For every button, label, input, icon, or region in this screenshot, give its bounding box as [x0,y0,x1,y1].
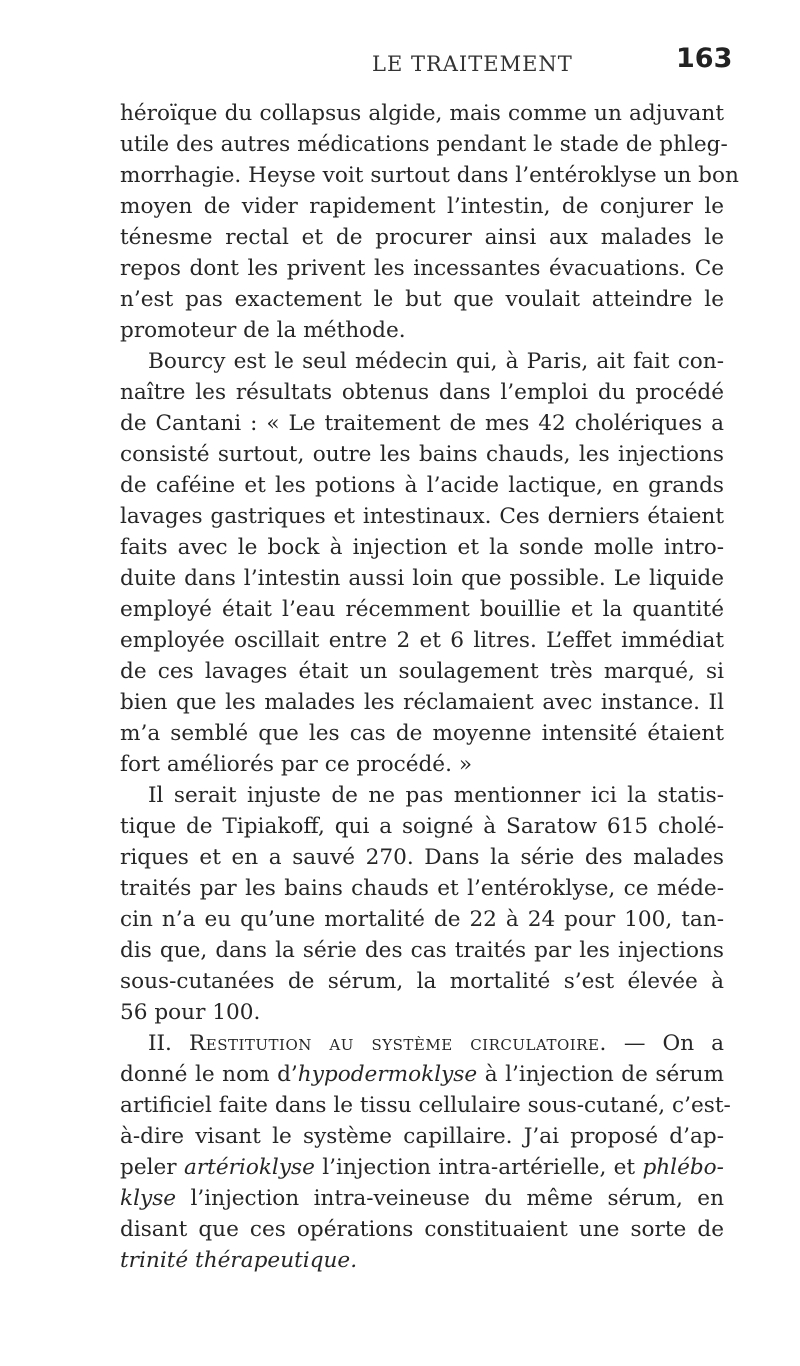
text-line: naître les résultats obtenus dans l’emploi du procédé [120,380,724,405]
text-line: tique de Tipiakoff, qui a soigné à Saratow 615 cholé- [120,814,724,839]
text-fragment: donné le nom d’ [120,1062,298,1087]
text-line [120,1060,724,1090]
text-line: à-dire visant le système capillaire. J’ai proposé d’ap- [120,1124,724,1149]
italic-term: hypodermoklyse [297,1062,478,1087]
italic-term: klyse [120,1186,177,1211]
text-line: morrhagie. Heyse voit surtout dans l’entéroklyse un bon [120,163,739,188]
section-heading-line [148,1029,724,1059]
text-line: faits avec le bock à injection et la sonde molle intro- [120,535,724,560]
text-line: employée oscillait entre 2 et 6 litres. L’effet immédiat [120,628,724,653]
text-line: 56 pour 100. [120,1000,261,1025]
text-fragment: — On a [606,1031,725,1056]
text-line [120,1246,357,1276]
paragraph-start: Bourcy est le seul médecin qui, à Paris, ait fait con- [148,349,724,374]
italic-term: phlébo- [642,1155,724,1180]
text-line: lavages gastriques et intestinaux. Ces derniers étaient [120,504,724,529]
text-line: artificiel faite dans le tissu cellulaire sous-cutané, c’est- [120,1093,731,1118]
text-line: promoteur de la méthode. [120,318,406,343]
section-number: II. [148,1031,172,1056]
text-line: disant que ces opérations constituaient une sorte de [120,1217,724,1242]
text-line: m’a semblé que les cas de moyenne intensité étaient [120,721,724,746]
text-line: de caféine et les potions à l’acide lactique, en grands [120,473,724,498]
text-line: consisté surtout, outre les bains chauds, les injections [120,442,724,467]
text-line [120,1184,724,1214]
page-number: 163 [676,43,733,74]
text-line: de Cantani : « Le traitement de mes 42 cholériques a [120,411,724,436]
paragraph-start: Il serait injuste de ne pas mentionner ici la statis- [148,783,724,808]
text-line: sous-cutanées de sérum, la mortalité s’est élevée à [120,969,724,994]
text-line: héroïque du collapsus algide, mais comme un adjuvant [120,101,724,126]
text-line: de ces lavages était un soulagement très marqué, si [120,659,724,684]
italic-term: artérioklyse [183,1155,315,1180]
text-line: ténesme rectal et de procurer ainsi aux malades le [120,225,724,250]
text-line [120,1153,724,1183]
text-line: n’est pas exactement le but que voulait atteindre le [120,287,724,312]
text-line: riques et en a sauvé 270. Dans la série des malades [120,845,724,870]
text-fragment: à l’injection de sérum [477,1062,724,1087]
text-line: cin n’a eu qu’une mortalité de 22 à 24 pour 100, tan- [120,907,724,932]
text-line: bien que les malades les réclamaient avec instance. Il [120,690,724,715]
running-title: LE TRAITEMENT [372,52,573,76]
text-line: fort améliorés par ce procédé. » [120,752,473,777]
text-line: utile des autres médications pendant le stade de phleg- [120,132,728,157]
text-line: dis que, dans la série des cas traités par les injections [120,938,724,963]
text-line: moyen de vider rapidement l’intestin, de conjurer le [120,194,724,219]
text-fragment: l’injection intra-veineuse du même sérum, en [176,1186,724,1211]
text-line: duite dans l’intestin aussi loin que possible. Le liquide [120,566,724,591]
text-line: employé était l’eau récemment bouillie et la quantité [120,597,724,622]
text-fragment: peler [120,1155,184,1180]
section-heading: Restitution au système circulatoire. [188,1031,607,1056]
text-fragment: l’injection intra-artérielle, et [314,1155,643,1180]
text-line: repos dont les privent les incessantes évacuations. Ce [120,256,724,281]
text-line: traités par les bains chauds et l’entéroklyse, ce méde- [120,876,724,901]
italic-term: trinité thérapeutique. [120,1248,358,1273]
